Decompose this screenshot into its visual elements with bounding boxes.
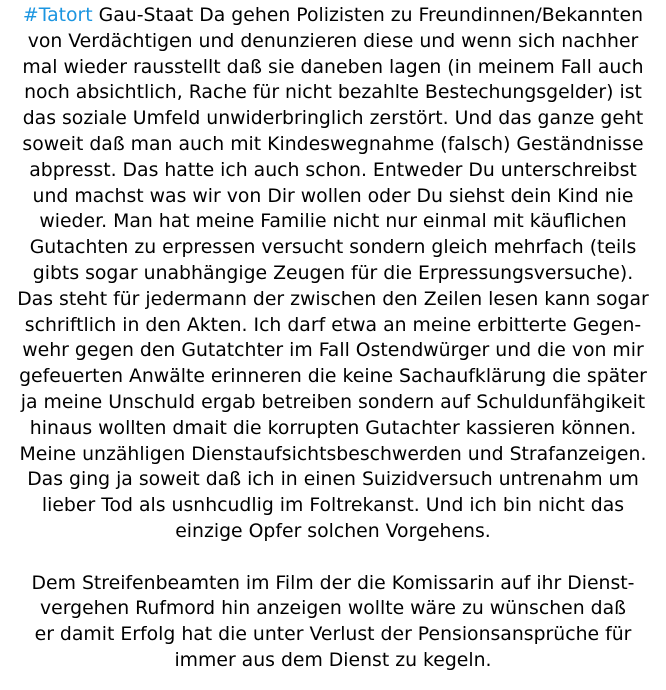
text-line: und machst was wir von Dir wollen oder Du siehst dein Kind nie xyxy=(32,185,634,207)
text-line: gibts sogar unabhängige Zeugen für die Erpressungsversuche). xyxy=(32,262,634,284)
text-line: gefeuerten Anwälte erinneren die keine Sachaufklärung die später xyxy=(19,366,647,388)
text-line xyxy=(0,3,666,29)
text-line: wieder. Man hat meine Familie nicht nur einmal mit käuflichen xyxy=(39,211,627,233)
text-line: Dem Streifenbeamten im Film der die Komissarin auf ihr Dienst- xyxy=(31,572,635,594)
text-line: vergehen Rufmord hin anzeigen wollte wäre zu wünschen daß xyxy=(40,598,626,620)
text-line: Das ging ja soweit daß ich in einen Suizidversuch untrenahm um xyxy=(27,469,639,491)
text-line: abpresst. Das hatte ich auch schon. Entweder Du unterschreibst xyxy=(29,159,637,181)
text-line: mal wieder rausstellt daß sie daneben lagen (in meinem Fall auch xyxy=(22,56,644,78)
text-line: ja meine Unschuld ergab betreiben sondern auf Schuldunfähgikeit xyxy=(20,391,646,413)
paragraph-gap xyxy=(0,545,666,571)
text-line: einzige Opfer solchen Vorgehens. xyxy=(175,520,491,542)
text-line: lieber Tod als usnhcudlig im Foltrekanst. Und ich bin nicht das xyxy=(41,495,625,517)
text-line: Gutachten zu erpressen versucht sondern gleich mehrfach (teils xyxy=(29,237,637,259)
text-line: von Verdächtigen und denunzieren diese und wenn sich nachher xyxy=(27,30,639,52)
text-line: immer aus dem Dienst zu kegeln. xyxy=(174,649,492,671)
text-line: wehr gegen den Gutatchter im Fall Ostendwürger und die von mir xyxy=(22,340,644,362)
text-line: schriftlich in den Akten. Ich darf etwa an meine erbitterte Gegen- xyxy=(24,314,642,336)
text-line-content: Gau-Staat Da gehen Polizisten zu Freundinnen/Bekannten xyxy=(98,5,644,26)
text-line: Das steht für jedermann der zwischen den Zeilen lesen kann sogar xyxy=(17,288,649,310)
text-line: das soziale Umfeld unwiderbringlich zerstört. Und das ganze geht xyxy=(22,108,644,130)
text-line: soweit daß man auch mit Kindeswegnahme (falsch) Geständnisse xyxy=(22,133,644,155)
post-text xyxy=(0,3,666,674)
text-line: Meine unzähligen Dienstaufsichtsbeschwerden und Strafanzeigen. xyxy=(19,443,647,465)
text-line: er damit Erfolg hat die unter Verlust der Pensionsansprüche für xyxy=(34,624,632,646)
text-line: noch absichtlich, Rache für nicht bezahlte Bestechungsgelder) ist xyxy=(24,82,642,104)
hashtag-link[interactable]: #Tatort xyxy=(22,5,93,26)
text-line: hinaus wollten dmait die korrupten Gutachter kassieren können. xyxy=(29,417,637,439)
